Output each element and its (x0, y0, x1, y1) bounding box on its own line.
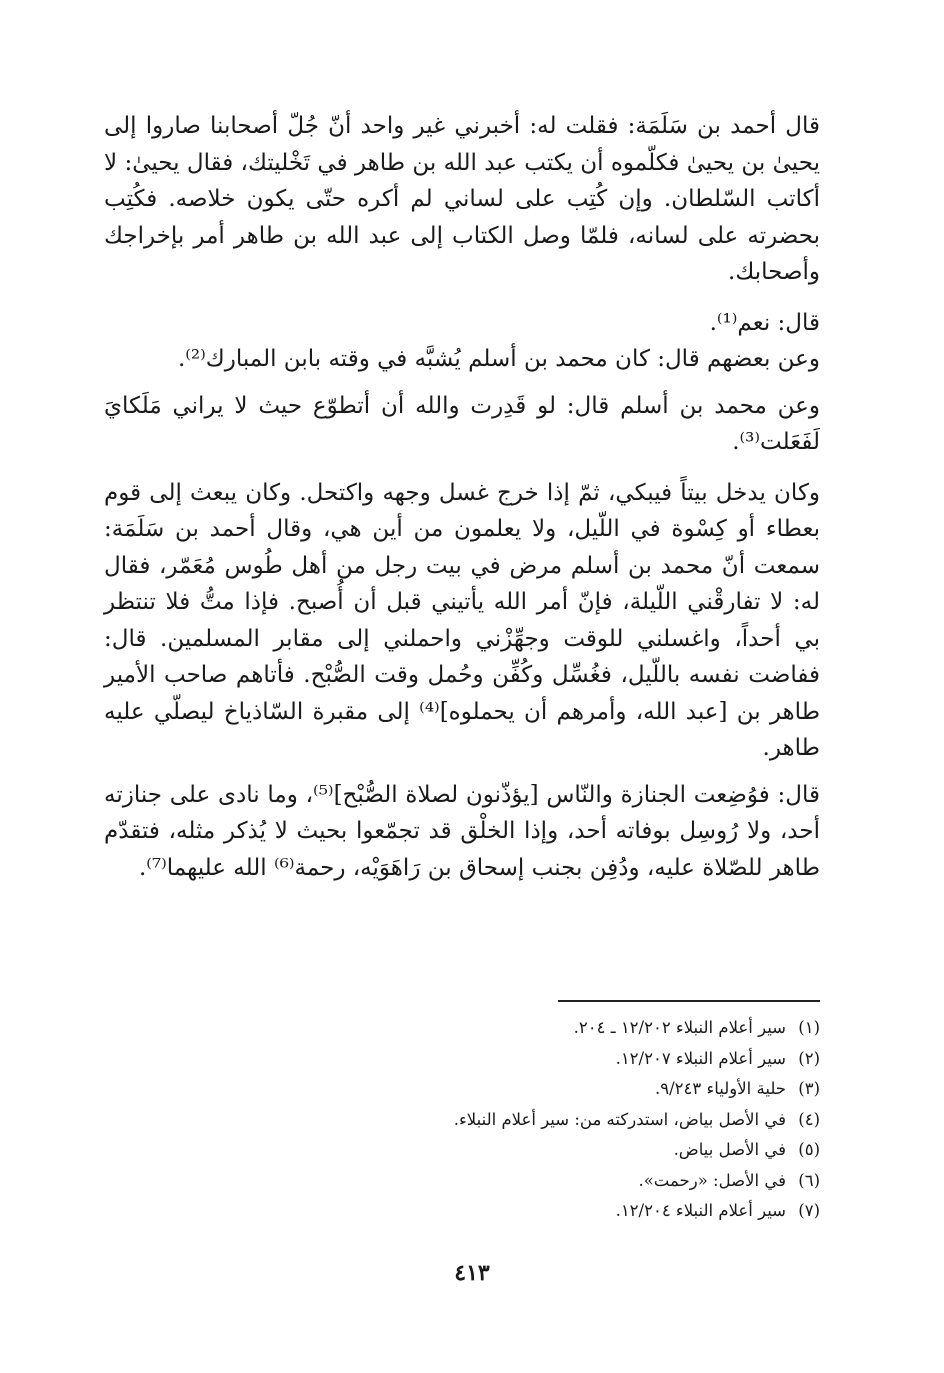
paragraph: قال: فوُضِعت الجنازة والنّاس [يؤذّنون لصلاة الصُّبْح]⁽⁵⁾، وما نادى على جنازته أحد، ولا رُوسِل بوفاته أحد، وإذا الخلْق قد تجمّعوا بحيث لا يُذكر مثله، فتقدّم طاهر للصّلاة عليه، ودُفِن بجنب إسحاق بن رَاهَوَيْه، رحمة⁽⁶⁾ الله عليهما⁽⁷⁾. (104, 781, 821, 881)
paragraph: قال أحمد بن سَلَمَة: فقلت له: أخبرني غير واحد أنّ جُلّ أصحابنا صاروا إلى يحيىٰ بن يحيىٰ فكلّموه أن يكتب عبد الله بن طاهر في تَخْليتك، فقال يحيىٰ: لا أكاتب السّلطان. وإن كُتِب على لساني لم أكره حتّى يكون خلاصه. فكُتِب بحضرته على لسانه، فلمّا وصل الكتاب إلى عبد الله بن طاهر أمر بإخراجك وأصحابك. (104, 113, 820, 285)
paragraph: وعن بعضهم قال: كان محمد بن أسلم يُشبَّه في وقته بابن المبارك⁽²⁾. (177, 346, 820, 372)
footnote-text: سير أعلام النبلاء ١٢/٢٠٢ ـ ٢٠٤. (573, 1018, 786, 1037)
footnote (104, 1105, 820, 1136)
footnote-number: (٢) (798, 1048, 820, 1068)
paragraph: وعن محمد بن أسلم قال: لو قَدِرت والله أن أتطوّع حيث لا يراني مَلَكايَ لَفَعَلت⁽³⁾. (104, 392, 820, 455)
footnote (104, 1135, 820, 1166)
footnote-text: حلية الأولياء ٩/٢٤٣. (655, 1079, 786, 1098)
footnote-number: (٣) (798, 1079, 820, 1098)
footnote (104, 1074, 820, 1105)
page-number: ٤١٣ (454, 1260, 490, 1286)
footnote-text: في الأصل: «رحمت». (638, 1170, 786, 1190)
page-body (104, 108, 820, 886)
footnote (104, 1196, 820, 1227)
footnote-text: في الأصل بياض، استدركته من: سير أعلام النبلاء. (453, 1109, 786, 1129)
footnote (104, 1166, 820, 1197)
footnote-text: في الأصل بياض. (673, 1140, 786, 1159)
footnote-number: (٦) (798, 1170, 820, 1190)
footnote (104, 1013, 820, 1044)
footnote-divider (558, 1000, 820, 1002)
footnotes (104, 1013, 820, 1227)
paragraph: قال: نعم⁽¹⁾. (709, 309, 820, 336)
paragraph: وكان يدخل بيتاً فيبكي، ثمّ إذا خرج غسل وجهه واكتحل. وكان يبعث إلى قوم بعطاء أو كِسْوة في اللّيل، ولا يعلمون من أين هي، وقال أحمد بن سَلَمَة: سمعت أنّ محمد بن أسلم مرض في بيت رجل من أهل طُوس مُعَمّر، فقال له: لا تفارقْني اللّيلة، فإنّ أمر الله يأتيني قبل أن أُصبح. فإذا متُّ فلا تنتظر بي أحداً، واغسلني للوقت وجهِّزْني واحملني إلى مقابر المسلمين. قال: ففاضت نفسه باللّيل، فغُسِّل وكُفِّن وحُمل وقت الصُّبْح. فأتاهم صاحب الأمير طاهر بن [عبد الله، وأمرهم أن يحملوه]⁽⁴⁾ إلى مقبرة السّاذياخ ليصلّي عليه طاهر. (104, 479, 820, 761)
footnote-number: (١) (798, 1018, 820, 1037)
footnote-number: (٥) (798, 1140, 820, 1159)
footnote (104, 1044, 820, 1075)
footnote-text: سير أعلام النبلاء ١٢/٢٠٧. (615, 1048, 786, 1068)
footnote-text: سير أعلام النبلاء ١٢/٢٠٤. (615, 1201, 786, 1220)
footnote-number: (٤) (798, 1109, 820, 1129)
footnote-number: (٧) (798, 1201, 820, 1220)
